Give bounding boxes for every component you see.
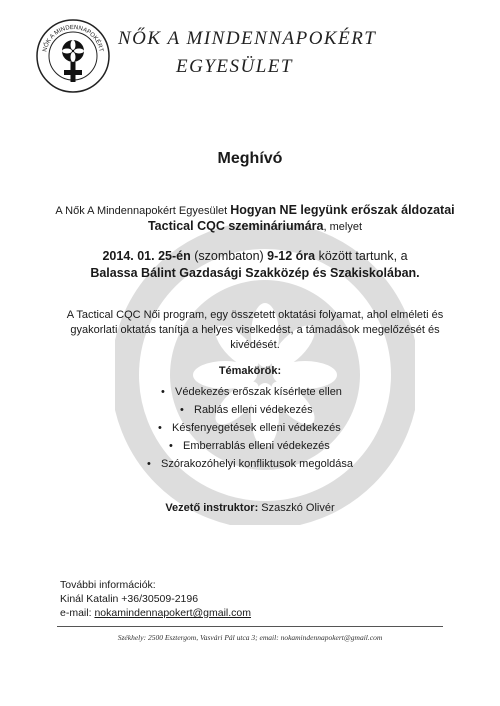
svg-text:NŐK A MINDENNAPOKÉRT: NŐK A MINDENNAPOKÉRT (42, 24, 104, 53)
intro-paragraph (40, 203, 470, 235)
list-item: • Védekezés erőszak kísérlete ellen (175, 385, 342, 399)
event-day: (szombaton) (190, 249, 268, 263)
instructor-name: Szaszkó Olivér (258, 502, 335, 514)
page-title: Meghívó (217, 150, 283, 167)
event-between-text: között tartunk, a (315, 249, 408, 263)
organization-logo-icon (34, 17, 112, 95)
contact-email-line (60, 606, 360, 620)
event-venue: Balassa Bálint Gazdasági Szakközép és Szakiskolában. (90, 266, 420, 280)
organization-type: EGYESÜLET (176, 56, 293, 77)
event-date: 2014. 01. 25-én (102, 249, 191, 263)
contact-block (60, 578, 360, 620)
topics-heading: Témakörök: (218, 365, 282, 377)
intro-text: A Nők A Mindennapokért Egyesület (55, 205, 231, 217)
contact-heading: További információk: (60, 579, 156, 591)
instructor-label: Vezető instruktor: (165, 502, 259, 514)
list-item: • Szórakozóhelyi konfliktusok megoldása (161, 457, 353, 471)
contact-person: Kinál Katalin +36/30509-2196 (60, 593, 199, 605)
intro-text-end: , melyet (323, 221, 363, 233)
footer-divider (57, 626, 443, 627)
seminar-name: Hogyan NE legyünk erőszak áldozatai Tactical CQC szemináriumára (147, 203, 455, 233)
list-item: • Késfenyegetések elleni védekezés (172, 421, 341, 435)
date-paragraph (40, 248, 470, 282)
program-description: A Tactical CQC Női program, egy összetett oktatási folyamat, ahol elméleti és gyakorlati oktatás tanítja a helyes viselkedést, a támadások megelőzését és kivédését. (66, 309, 444, 351)
list-item: • Emberrablás elleni védekezés (183, 439, 330, 453)
organization-name: NŐK A MINDENNAPOKÉRT (118, 28, 377, 49)
event-time: 9-12 óra (267, 249, 316, 263)
email-label: e-mail: (60, 607, 95, 619)
list-item: • Rablás elleni védekezés (194, 403, 313, 417)
footer-address: Székhely: 2500 Esztergom, Vasvári Pál utca 3; email: nokamindennapokert@gmail.com (117, 633, 383, 642)
email-link[interactable]: nokamindennapokert@gmail.com (94, 607, 252, 619)
instructor-line (0, 502, 500, 514)
